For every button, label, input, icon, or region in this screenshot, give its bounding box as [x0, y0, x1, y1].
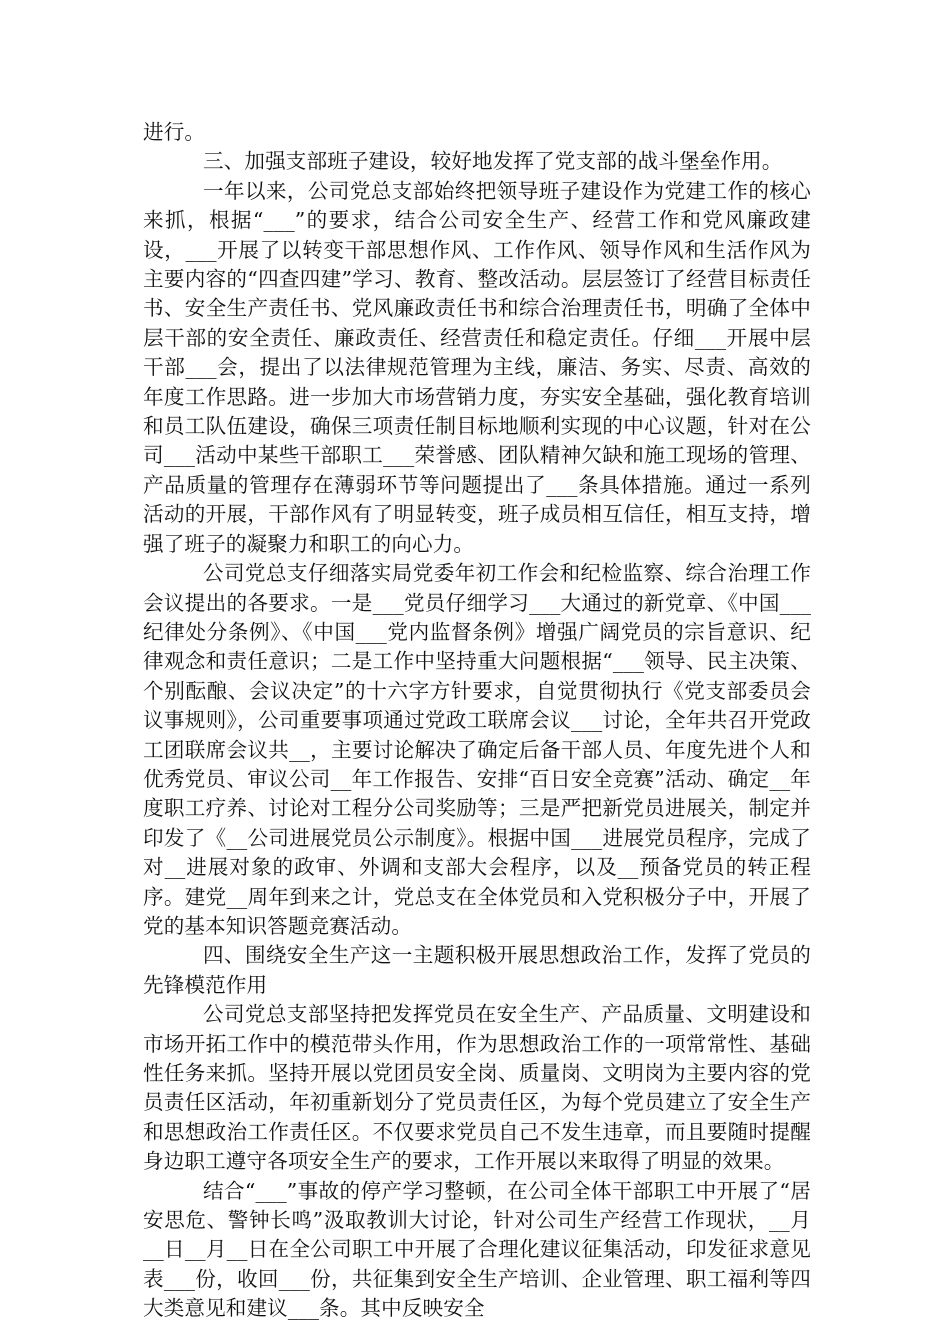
section-heading-3: 三、加强支部班子建设，较好地发挥了党支部的战斗堡垒作用。 [203, 149, 783, 174]
document-page [143, 118, 811, 1324]
paragraph-leadership-building: 一年以来，公司党总支部始终把领导班子建设作为党建工作的核心来抓，根据“___”的要求，结合公司安全生产、经营工作和党风廉政建设，___开展了以转变干部思想作风、工作作风、领导作风和生活作风为主要内容的“四查四建”学习、教育、整改活动。层层签订了经营目标责任书、安全生产责任书、党风廉政责任书和综合治理责任书，明确了全体中层干部的安全责任、廉政责任、经营责任和稳定责任。仔细___开展中层干部___会，提出了以法律规范管理为主线，廉洁、务实、尽责、高效的年度工作思路。进一步加大市场营销力度，夯实安全基础，强化教育培训和员工队伍建设，确保三项责任制目标地顺利实现的中心议题，针对在公司___活动中某些干部职工___荣誉感、团队精神欠缺和施工现场的管理、产品质量的管理存在薄弱环节等问题提出了___条具体措施。通过一系列活动的开展，干部作风有了明显转变，班子成员相互信任，相互支持，增强了班子的凝聚力和职工的向心力。 [143, 178, 811, 556]
paragraph-safety-campaign: 结合“___”事故的停产学习整顿，在公司全体干部职工中开展了“居安思危、警钟长鸣”汲取教训大讨论，针对公司生产经营工作现状，__月__日__月__日在全公司职工中开展了合理化建议征集活动，印发征求意见表___份，收回___份，共征集到安全生产培训、企业管理、职工福利等四大类意见和建议___条。其中反映安全 [143, 1178, 811, 1321]
paragraph-party-members-role: 公司党总支部坚持把发挥党员在安全生产、产品质量、文明建设和市场开拓工作中的模范带头作用，作为思想政治工作的一项常常性、基础性任务来抓。坚持开展以党团员安全岗、质量岗、文明岗为主要内容的党员责任区活动，年初重新划分了党员责任区，为每个党员建立了安全生产和思想政治工作责任区。不仅要求党员自己不发生违章，而且要随时提醒身边职工遵守各项安全生产的要求，工作开展以来取得了明显的效果。 [143, 1002, 811, 1174]
paragraph-implementation: 公司党总支仔细落实局党委年初工作会和纪检监察、综合治理工作会议提出的各要求。一是___党员仔细学习___大通过的新党章、《中国___纪律处分条例》、《中国___党内监督条例》增强广阔党员的宗旨意识、纪律观念和责任意识；二是工作中坚持重大问题根据“___领导、民主决策、个别酝酿、会议决定”的十六字方针要求，自觉贯彻执行《党支部委员会议事规则》，公司重要事项通过党政工联席会议___讨论，全年共召开党政工团联席会议共__，主要讨论解决了确定后备干部人员、年度先进个人和优秀党员、审议公司__年工作报告、安排“百日安全竞赛”活动、确定__年度职工疗养、讨论对工程分公司奖励等；三是严把新党员进展关，制定并印发了《__公司进展党员公示制度》。根据中国___进展党员程序，完成了对__进展对象的政审、外调和支部大会程序，以及__预备党员的转正程序。建党__周年到来之计，党总支在全体党员和入党积极分子中，开展了党的基本知识答题竞赛活动。 [143, 561, 811, 938]
paragraph-continuation: 进行。 [143, 120, 206, 144]
section-heading-4: 四、围绕安全生产这一主题积极开展思想政治工作，发挥了党员的先锋模范作用 [143, 943, 811, 997]
